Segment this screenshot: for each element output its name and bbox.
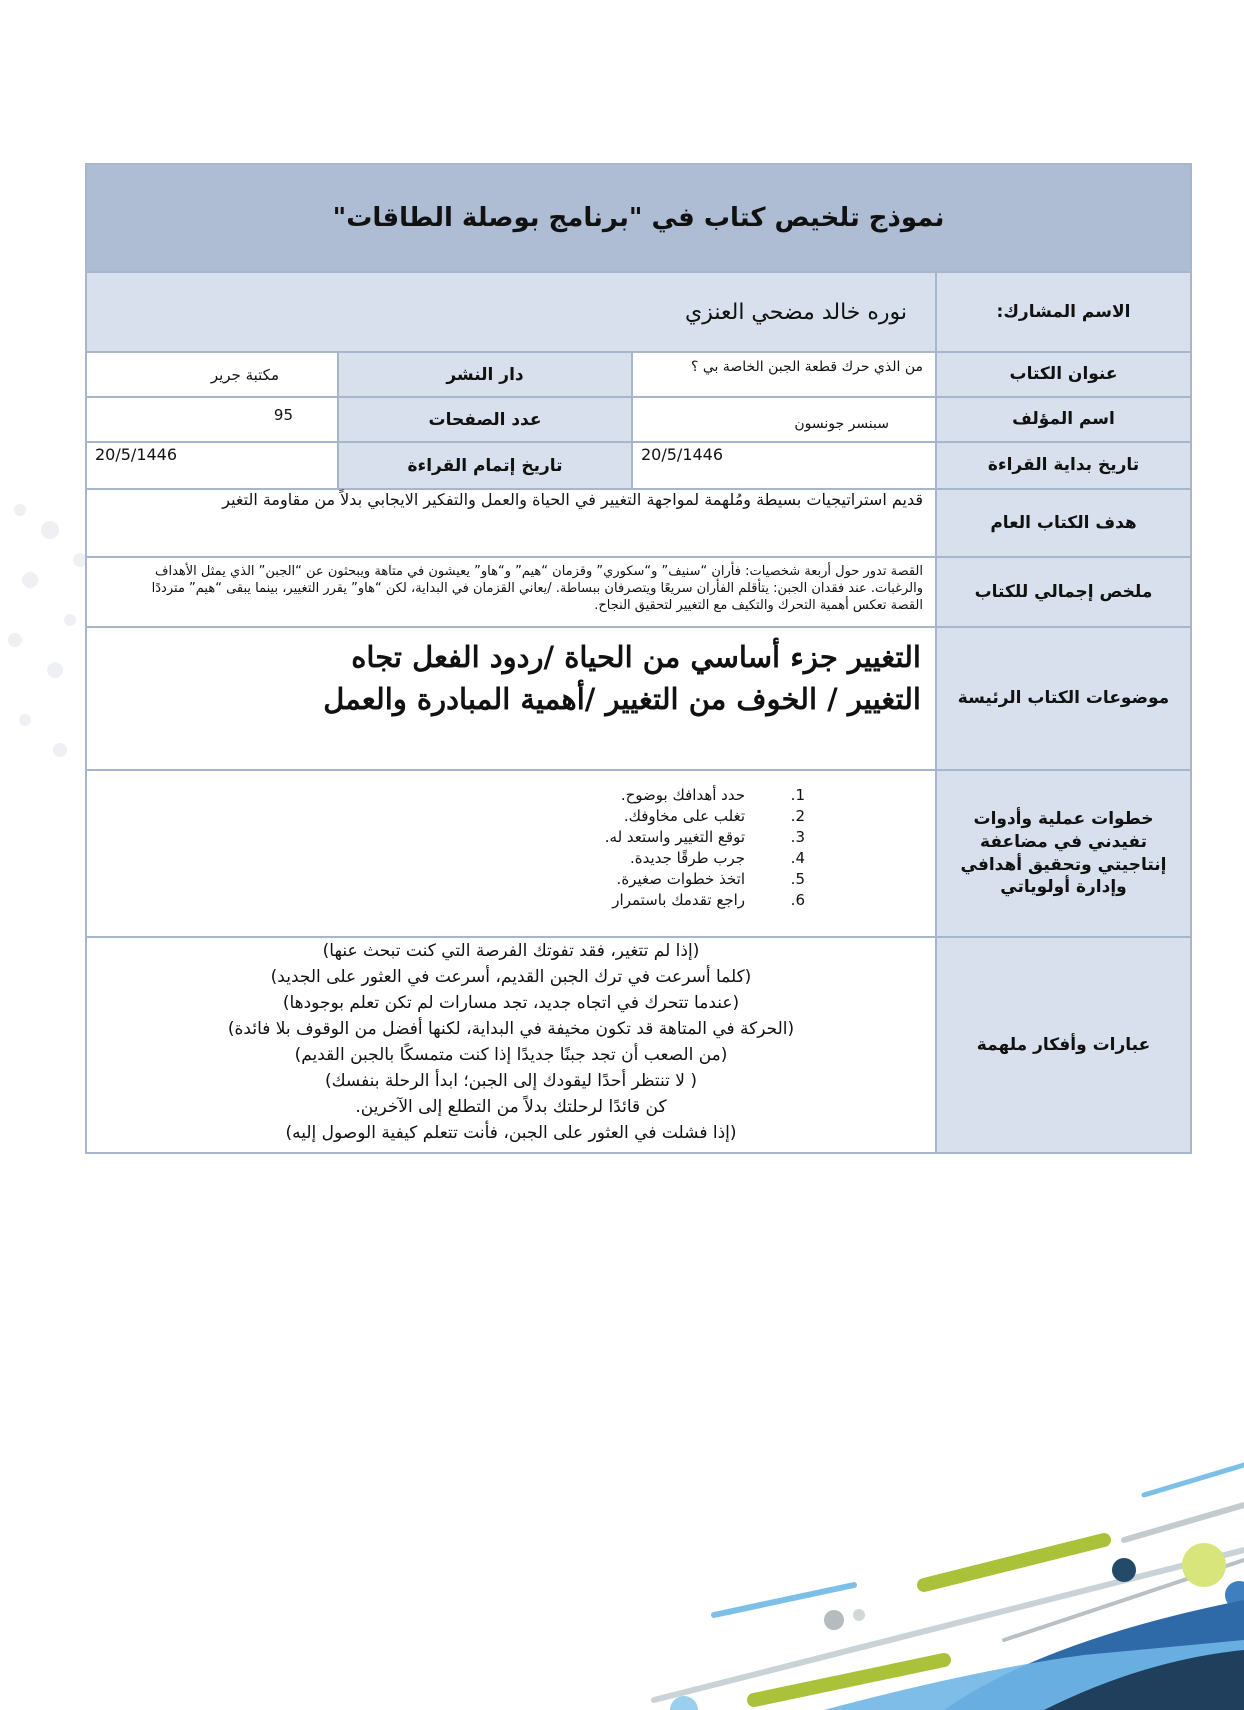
end-date-label: تاريخ إتمام القراءة (337, 443, 633, 488)
publisher-value: مكتبة جرير (210, 365, 279, 384)
quote-line: (إذا لم تتغير، فقد تفوتك الفرصة التي كنت تبحث عنها) (322, 941, 700, 961)
step-item (425, 806, 805, 827)
step-number: 5. (790, 870, 805, 888)
participant-label: الاسم المشارك: (935, 273, 1190, 351)
step-item (425, 785, 805, 806)
summary-text (87, 558, 935, 626)
author-row (87, 398, 1190, 443)
quote-line: كن قائدًا لرحلتك بدلاً من التطلع إلى الآخرين. (355, 1097, 667, 1117)
step-item (425, 848, 805, 869)
step-text: حدد أهدافك بوضوح. (620, 786, 745, 804)
step-text: راجع تقدمك باستمرار (612, 891, 745, 909)
quotes-text (87, 938, 935, 1152)
start-date-label: تاريخ بداية القراءة (935, 443, 1190, 488)
author-label: اسم المؤلف (935, 398, 1190, 441)
step-number: 6. (790, 891, 805, 909)
participant-name: نوره خالد مضحي العنزي (87, 273, 935, 351)
start-date-value: 20/5/1446 (641, 445, 724, 464)
pages-value: 95 (273, 406, 293, 424)
quote-line: (الحركة في المتاهة قد تكون مخيفة في البداية، لكنها أفضل من الوقوف بلا فائدة) (227, 1019, 795, 1039)
step-number: 3. (790, 828, 805, 846)
themes-label: موضوعات الكتاب الرئيسة (935, 628, 1190, 769)
goal-value: قديم استراتيجيات بسيطة ومُلهمة لمواجهة التغيير في الحياة والعمل والتفكير الايجابي بدلاً من مقاومة التغير (222, 490, 923, 509)
quotes-row (87, 938, 1190, 1152)
dates-row (87, 443, 1190, 490)
form-header (87, 165, 1190, 273)
end-date-value: 20/5/1446 (95, 445, 178, 464)
quote-line: (من الصعب أن تجد جبنًا جديدًا إذا كنت متمسكًا بالجبن القديم) (294, 1045, 728, 1065)
book-title-row (87, 353, 1190, 398)
book-title-label: عنوان الكتاب (935, 353, 1190, 396)
steps-list (425, 785, 805, 911)
step-number: 2. (790, 807, 805, 825)
pages-label: عدد الصفحات (337, 398, 633, 441)
quote-line: (كلما أسرعت في ترك الجبن القديم، أسرعت في العثور على الجديد) (270, 967, 752, 987)
decorative-streaks (524, 1410, 1244, 1710)
quotes-label: عبارات وأفكار ملهمة (935, 938, 1190, 1152)
summary-line: القصة تعكس أهمية التحرك والتكيف مع التغيير لتحقيق النجاح. (594, 597, 923, 613)
publisher-label: دار النشر (337, 353, 633, 396)
book-title-value: من الذي حرك قطعة الجبن الخاصة بي ؟ (690, 359, 923, 375)
author-value: سبنسر جونسون (794, 415, 889, 432)
summary-line: والرغبات. عند فقدان الجبن: يتأقلم الفأران سريعًا ويتصرفان ببساطة. /يعاني القزمان في البداية، لكن “هاو” يقرر التغيير، بينما يبقى “هيم” مترددًا (151, 580, 923, 596)
steps-label: خطوات عملية وأدوات تفيدني في مضاعفة إنتاجيتي وتحقيق أهدافي وإدارة أولوياتي (935, 771, 1190, 936)
step-text: جرب طرقًا جديدة. (630, 849, 745, 867)
step-text: توقع التغيير واستعد له. (604, 828, 745, 846)
summary-line: القصة تدور حول أربعة شخصيات: فأران “سنيف” و“سكوري” وقزمان “هيم” و“هاو” يعيشون في متاهة ويبحثون عن “الجبن” الذي يمثل الأهداف (154, 564, 923, 579)
step-item (425, 890, 805, 911)
quote-line: (عندما تتحرك في اتجاه جديد، تجد مسارات لم تكن تعلم بوجودها) (282, 993, 740, 1013)
step-number: 1. (790, 786, 805, 804)
steps-list-container (87, 771, 935, 936)
participant-row (87, 273, 1190, 353)
themes-line: التغيير / الخوف من التغيير /أهمية المبادرة والعمل (323, 682, 921, 717)
quote-line: ( لا تنتظر أحدًا ليقودك إلى الجبن؛ ابدأ الرحلة بنفسك) (324, 1071, 698, 1091)
step-item (425, 827, 805, 848)
steps-row (87, 771, 1190, 938)
step-item (425, 869, 805, 890)
form-title: نموذج تلخيص كتاب في "برنامج بوصلة الطاقات" (332, 203, 945, 233)
step-text: تغلب على مخاوفك. (623, 807, 745, 825)
book-summary-form (85, 163, 1192, 1154)
themes-row (87, 628, 1190, 771)
goal-row (87, 490, 1190, 558)
goal-label: هدف الكتاب العام (935, 490, 1190, 556)
step-text: اتخذ خطوات صغيرة. (616, 870, 745, 888)
summary-label: ملخص إجمالي للكتاب (935, 558, 1190, 626)
summary-row (87, 558, 1190, 628)
themes-line: التغيير جزء أساسي من الحياة /ردود الفعل تجاه (351, 640, 921, 674)
step-number: 4. (790, 849, 805, 867)
quote-line: (إذا فشلت في العثور على الجبن، فأنت تتعلم كيفية الوصول إليه) (285, 1123, 737, 1143)
themes-text (87, 628, 935, 769)
